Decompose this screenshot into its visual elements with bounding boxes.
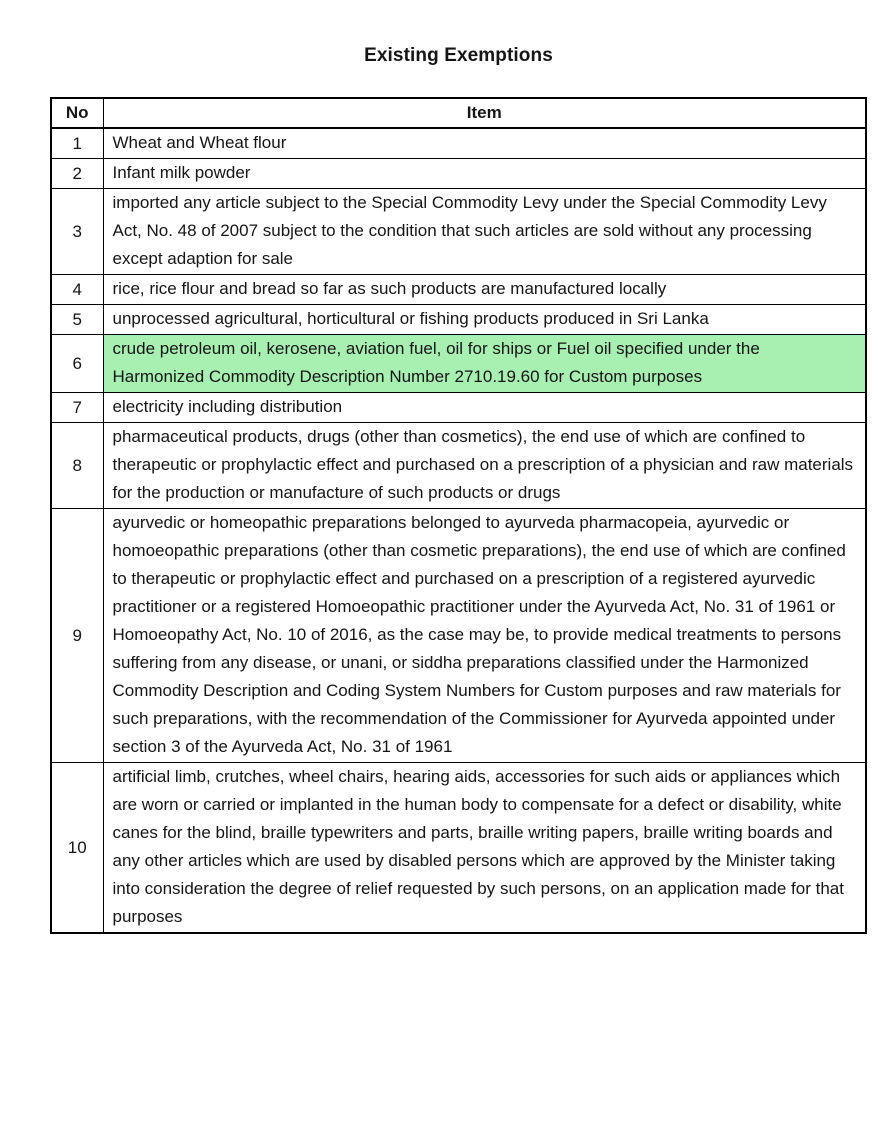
row-number: 6 [51,335,103,393]
exemptions-table [50,97,867,934]
row-number: 9 [51,509,103,763]
table-row [51,275,866,305]
table-row [51,335,866,393]
row-number: 10 [51,763,103,934]
column-header-item: Item [103,98,866,128]
item-cell: artificial limb, crutches, wheel chairs, hearing aids, accessories for such aids or appliances which are worn or carried or implanted in the human body to compensate for a defect or disability, white canes for the blind, braille typewriters and parts, braille writing papers, braille writing boards and any other articles which are used by disabled persons which are approved by the Minister taking into consideration the degree of relief requested by such persons, on an application made for that purposes [103,763,866,934]
row-number: 3 [51,189,103,275]
page-title: Existing Exemptions [364,45,553,66]
item-cell: unprocessed agricultural, horticultural or fishing products produced in Sri Lanka [103,305,866,335]
item-cell: ayurvedic or homeopathic preparations belonged to ayurveda pharmacopeia, ayurvedic or homoeopathic preparations (other than cosmetic preparations), the end use of which are confined to therapeutic or prophylactic effect and purchased on a prescription of a registered ayurvedic practitioner or a registered Homoeopathic practitioner under the Ayurveda Act, No. 31 of 1961 or Homoeopathy Act, No. 10 of 2016, as the case may be, to provide medical treatments to persons suffering from any disease, or unani, or siddha preparations classified under the Harmonized Commodity Description and Coding System Numbers for Custom purposes and raw materials for such preparations, with the recommendation of the Commissioner for Ayurveda appointed under section 3 of the Ayurveda Act, No. 31 of 1961 [103,509,866,763]
table-row [51,509,866,763]
table-row [51,305,866,335]
row-number: 5 [51,305,103,335]
table-row [51,423,866,509]
table-row [51,763,866,934]
row-number: 4 [51,275,103,305]
row-number: 2 [51,159,103,189]
row-number: 7 [51,393,103,423]
item-cell: electricity including distribution [103,393,866,423]
table-body [51,128,866,933]
row-number: 1 [51,128,103,159]
item-cell: pharmaceutical products, drugs (other than cosmetics), the end use of which are confined to therapeutic or prophylactic effect and purchased on a prescription of a physician and raw materials for the production or manufacture of such products or drugs [103,423,866,509]
table-header [51,98,866,128]
item-cell: rice, rice flour and bread so far as such products are manufactured locally [103,275,866,305]
table-row [51,159,866,189]
item-cell: Wheat and Wheat flour [103,128,866,159]
table-row [51,189,866,275]
column-header-no: No [51,98,103,128]
item-cell: imported any article subject to the Special Commodity Levy under the Special Commodity Levy Act, No. 48 of 2007 subject to the condition that such articles are sold without any processing except adaption for sale [103,189,866,275]
item-cell: crude petroleum oil, kerosene, aviation fuel, oil for ships or Fuel oil specified under the Harmonized Commodity Description Number 2710.19.60 for Custom purposes [103,335,866,393]
table-row [51,393,866,423]
row-number: 8 [51,423,103,509]
table-header-row [51,98,866,128]
item-cell: Infant milk powder [103,159,866,189]
table-row [51,128,866,159]
